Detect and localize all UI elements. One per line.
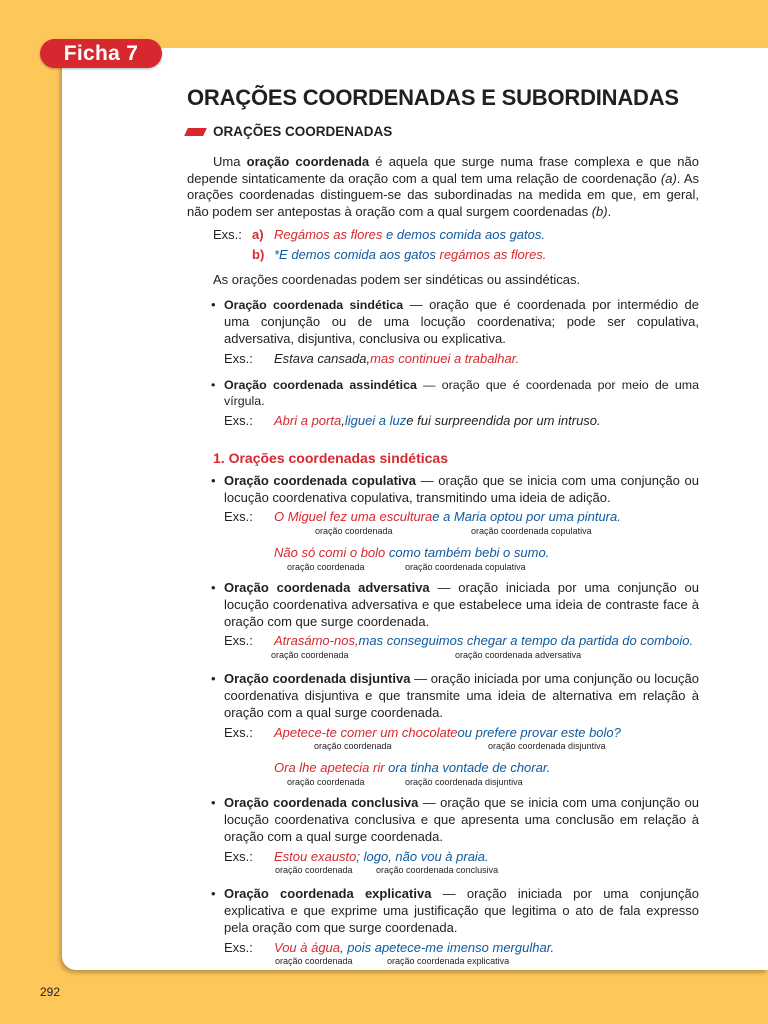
worksheet-tab: Ficha 7 — [40, 39, 162, 68]
example-row: Exs.: O Miguel fez uma escultura e a Maria optou por uma pintura. — [224, 509, 621, 525]
list-item: • Oração coordenada assindética — oração que é coordenada por meio de uma vírgula. — [187, 377, 699, 411]
subsection-heading: 1. Orações coordenadas sindéticas — [213, 449, 448, 466]
annotation-row: oração coordenada oração coordenada disjuntiva — [314, 741, 606, 752]
list-item: • Oração coordenada copulativa — oração que se inicia com uma conjunção ou locução coordenativa copulativa, transmitindo uma ideia de adição. — [187, 473, 699, 507]
intro-examples: Exs.: a) Regámos as flores e demos comida aos gatos. b) *E demos comida aos gatos regámos as flores. — [213, 226, 547, 262]
annotation-row: oração coordenada oração coordenada adversativa — [271, 650, 582, 661]
example-row: Exs.: Abri a porta , liguei a luz e fui surpreendida por um intruso. — [224, 413, 601, 429]
annotation-row: oração coordenada oração coordenada conclusiva — [275, 865, 499, 876]
list-item: • Oração coordenada conclusiva — oração que se inicia com uma conjunção ou locução coordenativa conclusiva e que apresenta uma conclusão em relação à oração com a qual surge coordenada. — [187, 795, 699, 845]
example-row: Exs.: Atrasámo-nos, mas conseguimos chegar a tempo da partida do comboio. — [224, 633, 694, 649]
example-row: Exs.: Estou exausto ; logo, não vou à praia. — [224, 848, 489, 864]
example-row: Ora lhe apetecia rir ora tinha vontade de chorar. — [274, 760, 551, 776]
list-item: • Oração coordenada explicativa — oração iniciada por uma conjunção explicativa e que exprime uma justificação que legitima o ato de fala expresso pela oração com que surge coordenada. — [187, 886, 699, 936]
types-line: As orações coordenadas podem ser sindéticas ou assindéticas. — [213, 271, 581, 287]
list-item: • Oração coordenada sindética — oração que é coordenada por intermédio de uma conjunção ou de uma locução coordenativa; pode ser copulativa, adversativa, disjuntiva, conclusiva ou explicativa. — [187, 297, 699, 347]
example-row: Exs.: Estava cansada, mas continuei a trabalhar. — [224, 350, 520, 366]
section-marker-icon — [184, 128, 207, 136]
intro-paragraph: Uma oração coordenada é aquela que surge numa frase complexa e que não depende sintaticamente da oração com a qual tem uma relação de coordenação (a). As orações coordenadas distinguem-se das subordinadas na medida em que, em geral, não podem ser antepostas à oração com a qual surgem coordenadas (b). — [187, 153, 700, 220]
example-row: Exs.: Apetece-te comer um chocolate ou prefere provar este bolo? — [224, 724, 621, 740]
page-title: ORAÇÕES COORDENADAS E SUBORDINADAS — [187, 85, 679, 110]
content — [187, 84, 699, 968]
page-number: 292 — [40, 985, 61, 999]
list-item: • Oração coordenada adversativa — oração iniciada por uma conjunção ou locução coordenativa adversativa e que estabelece uma ideia de contraste face à oração com que surge coordenada. — [187, 580, 699, 630]
example-row: Não só comi o bolo como também bebi o sumo. — [274, 545, 550, 561]
annotation-row: oração coordenada oração coordenada disjuntiva — [287, 777, 523, 788]
section-heading: ORAÇÕES COORDENADAS — [187, 124, 699, 141]
annotation-row: oração coordenada oração coordenada copulativa — [315, 526, 592, 537]
example-row: Exs.: Vou à água , pois apetece-me imenso mergulhar. — [224, 939, 555, 955]
annotation-row: oração coordenada oração coordenada copulativa — [287, 561, 526, 572]
annotation-row: oração coordenada oração coordenada explicativa — [275, 956, 510, 967]
list-item: • Oração coordenada disjuntiva — oração iniciada por uma conjunção ou locução coordenativa disjuntiva e que transmite uma ideia de alternativa em relação à oração com a qual surge coordenada. — [187, 671, 699, 721]
